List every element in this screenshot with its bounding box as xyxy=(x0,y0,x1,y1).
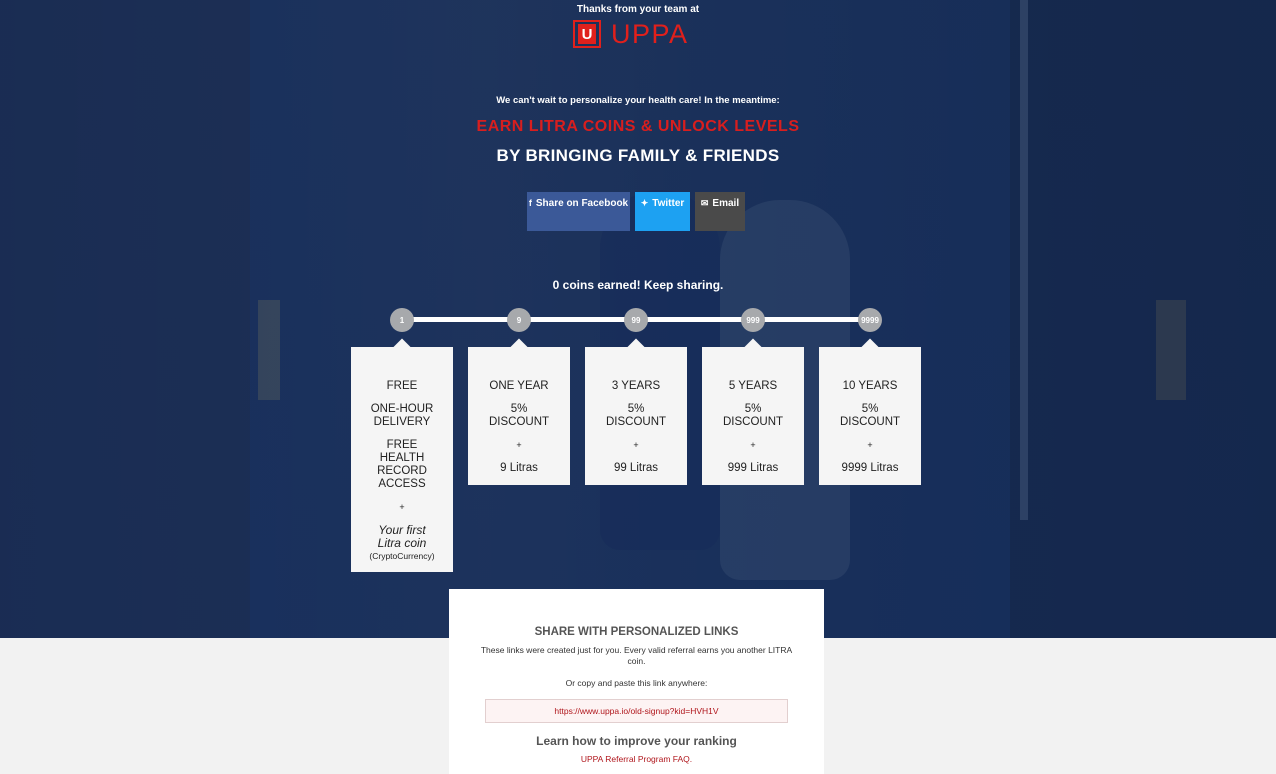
logo-text: UPPA xyxy=(611,18,689,49)
headline-bring: BY BRINGING FAMILY & FRIENDS xyxy=(496,146,780,165)
share-facebook-label: Share on Facebook xyxy=(535,198,629,209)
faq-link[interactable]: UPPA Referral Program FAQ. xyxy=(580,754,693,764)
share-facebook-button[interactable] xyxy=(527,192,630,231)
card-line: FREE xyxy=(386,439,418,451)
card-line: ACCESS xyxy=(378,478,426,490)
card-line: 9 Litras xyxy=(500,462,538,474)
panel-copy-text: Or copy and paste this link anywhere: xyxy=(565,678,708,688)
card-line: 10 YEARS xyxy=(842,380,898,392)
referral-link-field[interactable]: https://www.uppa.io/old-signup?kid=HVH1V xyxy=(485,699,788,723)
card-line: 999 Litras xyxy=(727,462,779,474)
card-spacer xyxy=(351,491,453,501)
share-twitter-button[interactable] xyxy=(635,192,690,231)
card-line: FREE xyxy=(386,380,418,392)
card-spacer xyxy=(468,393,570,403)
card-line: DELIVERY xyxy=(373,416,431,428)
card-spacer xyxy=(819,452,921,462)
card-line: HEALTH xyxy=(379,452,425,464)
facebook-icon: f xyxy=(528,198,532,208)
card-spacer xyxy=(702,393,804,403)
card-line: DISCOUNT xyxy=(722,416,784,428)
share-links-panel xyxy=(449,589,824,774)
share-twitter-label: Twitter xyxy=(652,198,685,209)
card-spacer xyxy=(819,429,921,439)
learn-ranking-heading: Learn how to improve your ranking xyxy=(536,734,737,748)
card-line: Your first xyxy=(378,523,426,537)
card-line: RECORD xyxy=(377,465,427,477)
card-spacer xyxy=(702,452,804,462)
card-spacer xyxy=(702,429,804,439)
card-line: Litra coin xyxy=(377,536,427,550)
level-card xyxy=(468,347,570,485)
card-line: + xyxy=(633,440,639,450)
level-card xyxy=(819,347,921,485)
card-line: + xyxy=(399,502,405,512)
card-line: DISCOUNT xyxy=(839,416,901,428)
thanks-text: Thanks from your team at xyxy=(576,4,700,15)
background-stripe xyxy=(1156,300,1186,400)
card-spacer xyxy=(585,429,687,439)
card-line: 5% xyxy=(510,403,528,415)
card-line: 99 Litras xyxy=(613,462,659,474)
share-email-button[interactable] xyxy=(695,192,745,231)
uppa-logo xyxy=(573,19,689,49)
logo-mark-icon xyxy=(573,20,601,48)
card-line: + xyxy=(516,440,522,450)
share-email-label: Email xyxy=(712,198,740,209)
card-line: + xyxy=(750,440,756,450)
background-stripe xyxy=(258,300,280,400)
card-spacer xyxy=(468,452,570,462)
progress-node: 99 xyxy=(624,308,648,332)
panel-description: These links were created just for you. Every valid referral earns you another LITRA coin. xyxy=(480,645,793,666)
card-line: + xyxy=(867,440,873,450)
headline-earn: EARN LITRA COINS & UNLOCK LEVELS xyxy=(476,118,800,135)
level-card xyxy=(351,347,453,572)
progress-node: 999 xyxy=(741,308,765,332)
level-card xyxy=(585,347,687,485)
card-spacer xyxy=(351,429,453,439)
progress-node: 9 xyxy=(507,308,531,332)
twitter-icon: ✦ xyxy=(640,198,649,208)
card-spacer xyxy=(819,393,921,403)
card-line: 5% xyxy=(861,403,879,415)
card-line: 5% xyxy=(744,403,762,415)
card-line: DISCOUNT xyxy=(488,416,550,428)
card-line: (CryptoCurrency) xyxy=(369,551,435,561)
card-line: ONE YEAR xyxy=(489,380,549,392)
progress-node: 1 xyxy=(390,308,414,332)
logo-mark-letter: U xyxy=(578,24,596,44)
card-spacer xyxy=(351,393,453,403)
progress-node: 9999 xyxy=(858,308,882,332)
meantime-text: We can't wait to personalize your health care! In the meantime: xyxy=(496,95,780,106)
card-line: ONE-HOUR xyxy=(370,403,434,415)
email-icon: ✉ xyxy=(700,198,709,208)
card-line: 5% xyxy=(627,403,645,415)
panel-title: SHARE WITH PERSONALIZED LINKS xyxy=(534,626,739,638)
card-line: 5 YEARS xyxy=(728,380,778,392)
card-spacer xyxy=(585,393,687,403)
card-line: DISCOUNT xyxy=(605,416,667,428)
card-line: 9999 Litras xyxy=(841,462,899,474)
background-bar xyxy=(1020,0,1028,520)
card-line: 3 YEARS xyxy=(611,380,661,392)
card-spacer xyxy=(468,429,570,439)
card-spacer xyxy=(585,452,687,462)
level-card xyxy=(702,347,804,485)
coins-status: 0 coins earned! Keep sharing. xyxy=(552,278,724,292)
